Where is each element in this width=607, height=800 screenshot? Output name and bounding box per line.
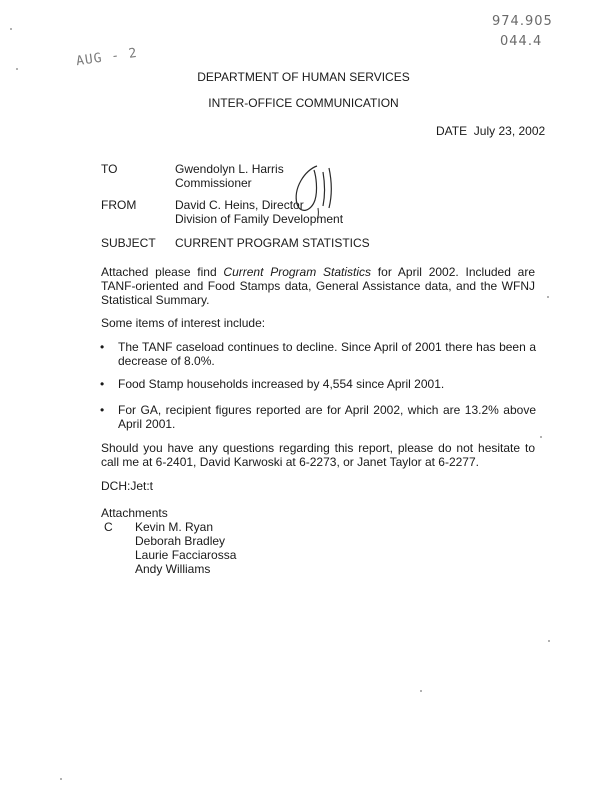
bullet-marker: • (100, 403, 105, 417)
cc-recipient: Andy Williams (135, 562, 211, 576)
scan-speck (547, 296, 549, 298)
sender-title: Division of Family Development (175, 212, 344, 226)
cc-recipient: Deborah Bradley (135, 534, 226, 548)
scan-speck (60, 778, 62, 780)
intro-suffix: for April 2002. Included are TANF-oriented and Food Stamps data, General Assistance data, and the WFNJ Statistical Summary. (101, 265, 536, 307)
bullet-item-food-stamps: Food Stamp households increased by 4,554 since April 2001. (118, 377, 445, 391)
communication-type-heading: INTER-OFFICE COMMUNICATION (208, 96, 399, 110)
subject-value: CURRENT PROGRAM STATISTICS (175, 236, 370, 250)
handwritten-file-number: 974.905 (492, 14, 553, 29)
scan-speck (540, 436, 542, 438)
closing-paragraph: Should you have any questions regarding this report, please do not hesitate to call me at 6-2401, David Karwoski at 6-2273, or Janet Taylor at 6-2277. (101, 441, 535, 469)
to-block (175, 162, 284, 190)
interest-line: Some items of interest include: (101, 316, 266, 330)
date-label: DATE (436, 124, 468, 138)
recipient-name: Gwendolyn L. Harris (175, 162, 284, 176)
date-value: July 23, 2002 (473, 124, 546, 138)
typist-initials: DCH:Jet:t (101, 479, 154, 493)
intro-paragraph (101, 265, 535, 307)
cc-recipient: Laurie Facciarossa (135, 548, 237, 562)
bullet-item-tanf: The TANF caseload continues to decline. Since April of 2001 there has been a decrease of 8.0%. (118, 340, 536, 368)
scan-speck (420, 690, 422, 692)
sender-name: David C. Heins, Director (175, 198, 304, 212)
bullet-item-ga: For GA, recipient figures reported are for April 2002, which are 13.2% above April 2001. (118, 403, 536, 431)
scan-speck (548, 640, 550, 642)
attachments-label: Attachments (101, 506, 168, 520)
cc-list (135, 520, 236, 576)
to-label: TO (101, 162, 118, 176)
bullet-marker: • (100, 377, 105, 391)
scan-speck (10, 28, 12, 30)
memo-date (436, 124, 545, 138)
from-label: FROM (101, 198, 137, 212)
cc-recipient: Kevin M. Ryan (135, 520, 214, 534)
intro-prefix: Attached please find (101, 265, 224, 279)
bullet-marker: • (100, 340, 105, 354)
handwritten-file-subnumber: 044.4 (500, 34, 543, 49)
subject-label: SUBJECT (101, 236, 156, 250)
report-title: Current Program Statistics (223, 265, 372, 279)
received-date-stamp: AUG - 2 (75, 45, 139, 70)
scan-speck (16, 68, 18, 70)
cc-label: C (104, 520, 113, 534)
recipient-title: Commissioner (175, 176, 252, 190)
handwritten-initials-signature (287, 162, 337, 220)
department-heading: DEPARTMENT OF HUMAN SERVICES (197, 70, 410, 84)
